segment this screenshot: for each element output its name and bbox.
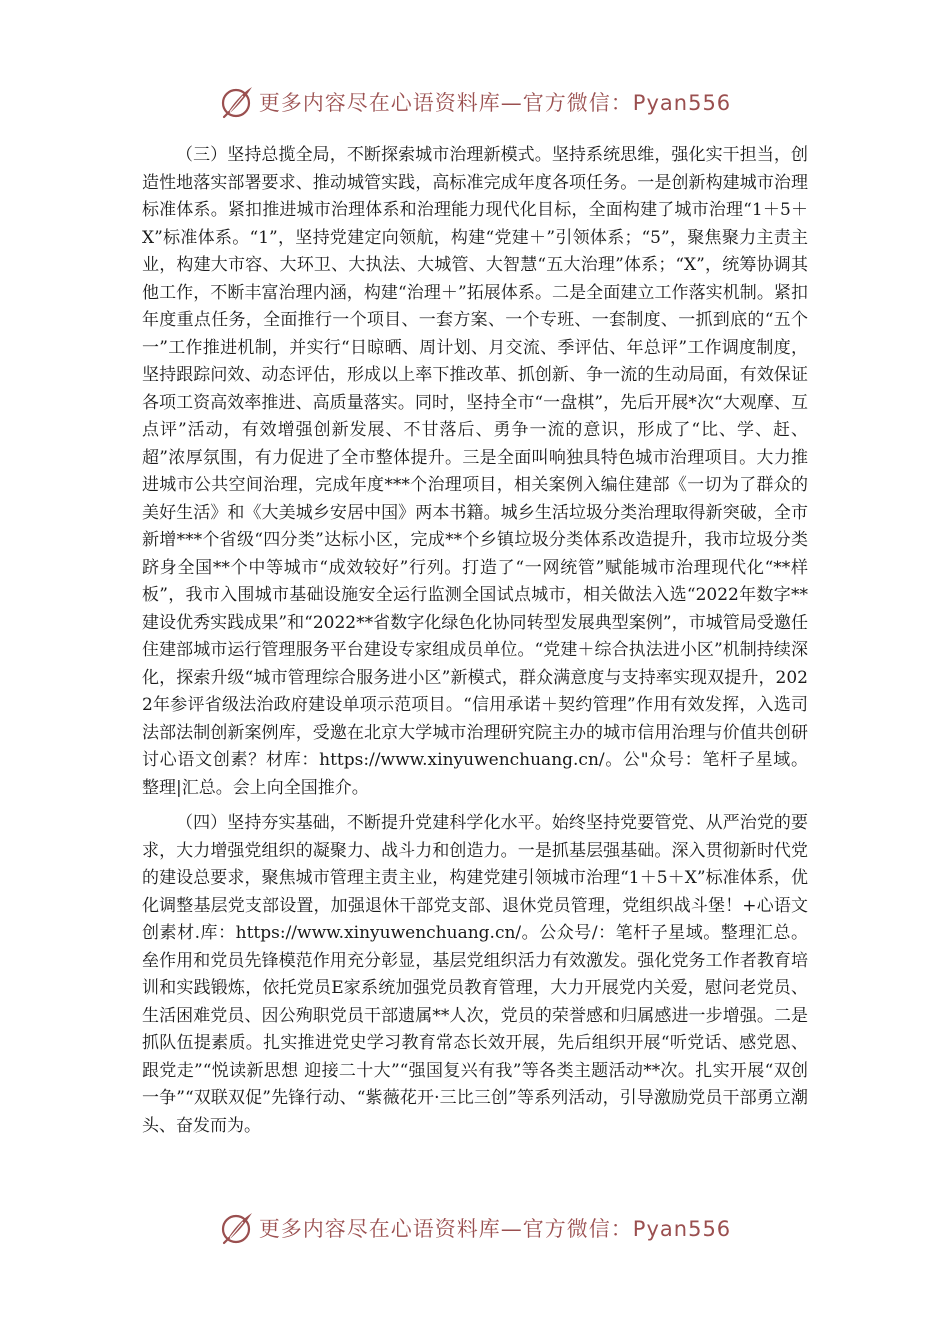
feather-pen-logo-icon bbox=[219, 1210, 255, 1246]
feather-pen-logo-icon bbox=[219, 84, 255, 120]
document-body bbox=[142, 142, 808, 1140]
header-banner bbox=[0, 82, 950, 122]
footer-banner bbox=[0, 1208, 950, 1248]
footer-banner-text: 更多内容尽在心语资料库—官方微信：Pyan556 bbox=[258, 1217, 732, 1241]
header-banner-text: 更多内容尽在心语资料库—官方微信：Pyan556 bbox=[258, 91, 732, 115]
paragraph-4: （四）坚持夯实基础，不断提升党建科学化水平。始终坚持党要管党、从严治党的要求，大力增强党组织的凝聚力、战斗力和创造力。一是抓基层强基础。深入贯彻新时代党的建设总要求，聚焦城市管理主责主业，构建党建引领城市治理“1＋5＋X”标准体系，优化调整基层党支部设置，加强退休干部党支部、退休党员管理，党组织战斗堡！+心语文创素材.库：https://www.xinyuwenchuang.cn/。公众号/：笔杆子星域。整理汇总。垒作用和党员先锋模范作用充分彰显，基层党组织活力有效激发。强化党务工作者教育培训和实践锻炼，依托党员E家系统加强党员教育管理，大力开展党内关爱，慰问老党员、生活困难党员、因公殉职党员干部遗属**人次，党员的荣誉感和归属感进一步增强。二是抓队伍提素质。扎实推进党史学习教育常态长效开展，先后组织开展“听党话、感党恩、跟党走”“悦读新思想 迎接二十大”“强国复兴有我”等各类主题活动**次。扎实开展“双创一争”“双联双促”先锋行动、“紫薇花开·三比三创”等系列活动，引导激励党员干部勇立潮头、奋发而为。 bbox=[142, 813, 808, 1136]
paragraph-3: （三）坚持总揽全局，不断探索城市治理新模式。坚持系统思维，强化实干担当，创造性地落实部署要求、推动城管实践，高标准完成年度各项任务。一是创新构建城市治理标准体系。紧扣推进城市治理体系和治理能力现代化目标，全面构建了城市治理“1＋5＋X”标准体系。“1”，坚持党建定向领航，构建“党建＋”引领体系；“5”，聚焦聚力主责主业，构建大市容、大环卫、大执法、大城管、大智慧“五大治理”体系；“X”，统筹协调其他工作，不断丰富治理内涵，构建“治理＋”拓展体系。二是全面建立工作落实机制。紧扣年度重点任务，全面推行一个项目、一套方案、一个专班、一套制度、一抓到底的“五个一”工作推进机制，并实行“日晾晒、周计划、月交流、季评估、年总评”工作调度制度，坚持跟踪问效、动态评估，形成以上率下推改革、抓创新、争一流的生动局面，有效保证各项工资高效率推进、高质量落实。同时，坚持全市“一盘棋”，先后开展*次“大观摩、互点评”活动，有效增强创新发展、不甘落后、勇争一流的意识，形成了“比、学、赶、超”浓厚氛围，有力促进了全市整体提升。三是全面叫响独具特色城市治理项目。大力推进城市公共空间治理，完成年度***个治理项目，相关案例入编住建部《一切为了群众的美好生活》和《大美城乡安居中国》两本书籍。城乡生活垃圾分类治理取得新突破，全市新增***个省级“四分类”达标小区，完成**个乡镇垃圾分类体系改造提升，我市垃圾分类跻身全国**个中等城市“成效较好”行列。打造了“一网统管”赋能城市治理现代化“**样板”，我市入围城市基础设施安全运行监测全国试点城市，相关做法入选“2022年数字**建设优秀实践成果”和“2022**省数字化绿色化协同转型发展典型案例”，市城管局受邀任住建部城市运行管理服务平台建设专家组成员单位。“党建＋综合执法进小区”机制持续深化，探索升级“城市管理综合服务进小区”新模式，群众满意度与支持率实现双提升，2022年参评省级法治政府建设单项示范项目。“信用承诺＋契约管理”作用有效发挥，入选司法部法制创新案例库，受邀在北京大学城市治理研究院主办的城市信用治理与价值共创研讨心语文创素？材库：https://www.xinyuwenchuang.cn/。公"众号：笔杆子星域。整理|汇总。会上向全国推介。 bbox=[142, 145, 808, 798]
